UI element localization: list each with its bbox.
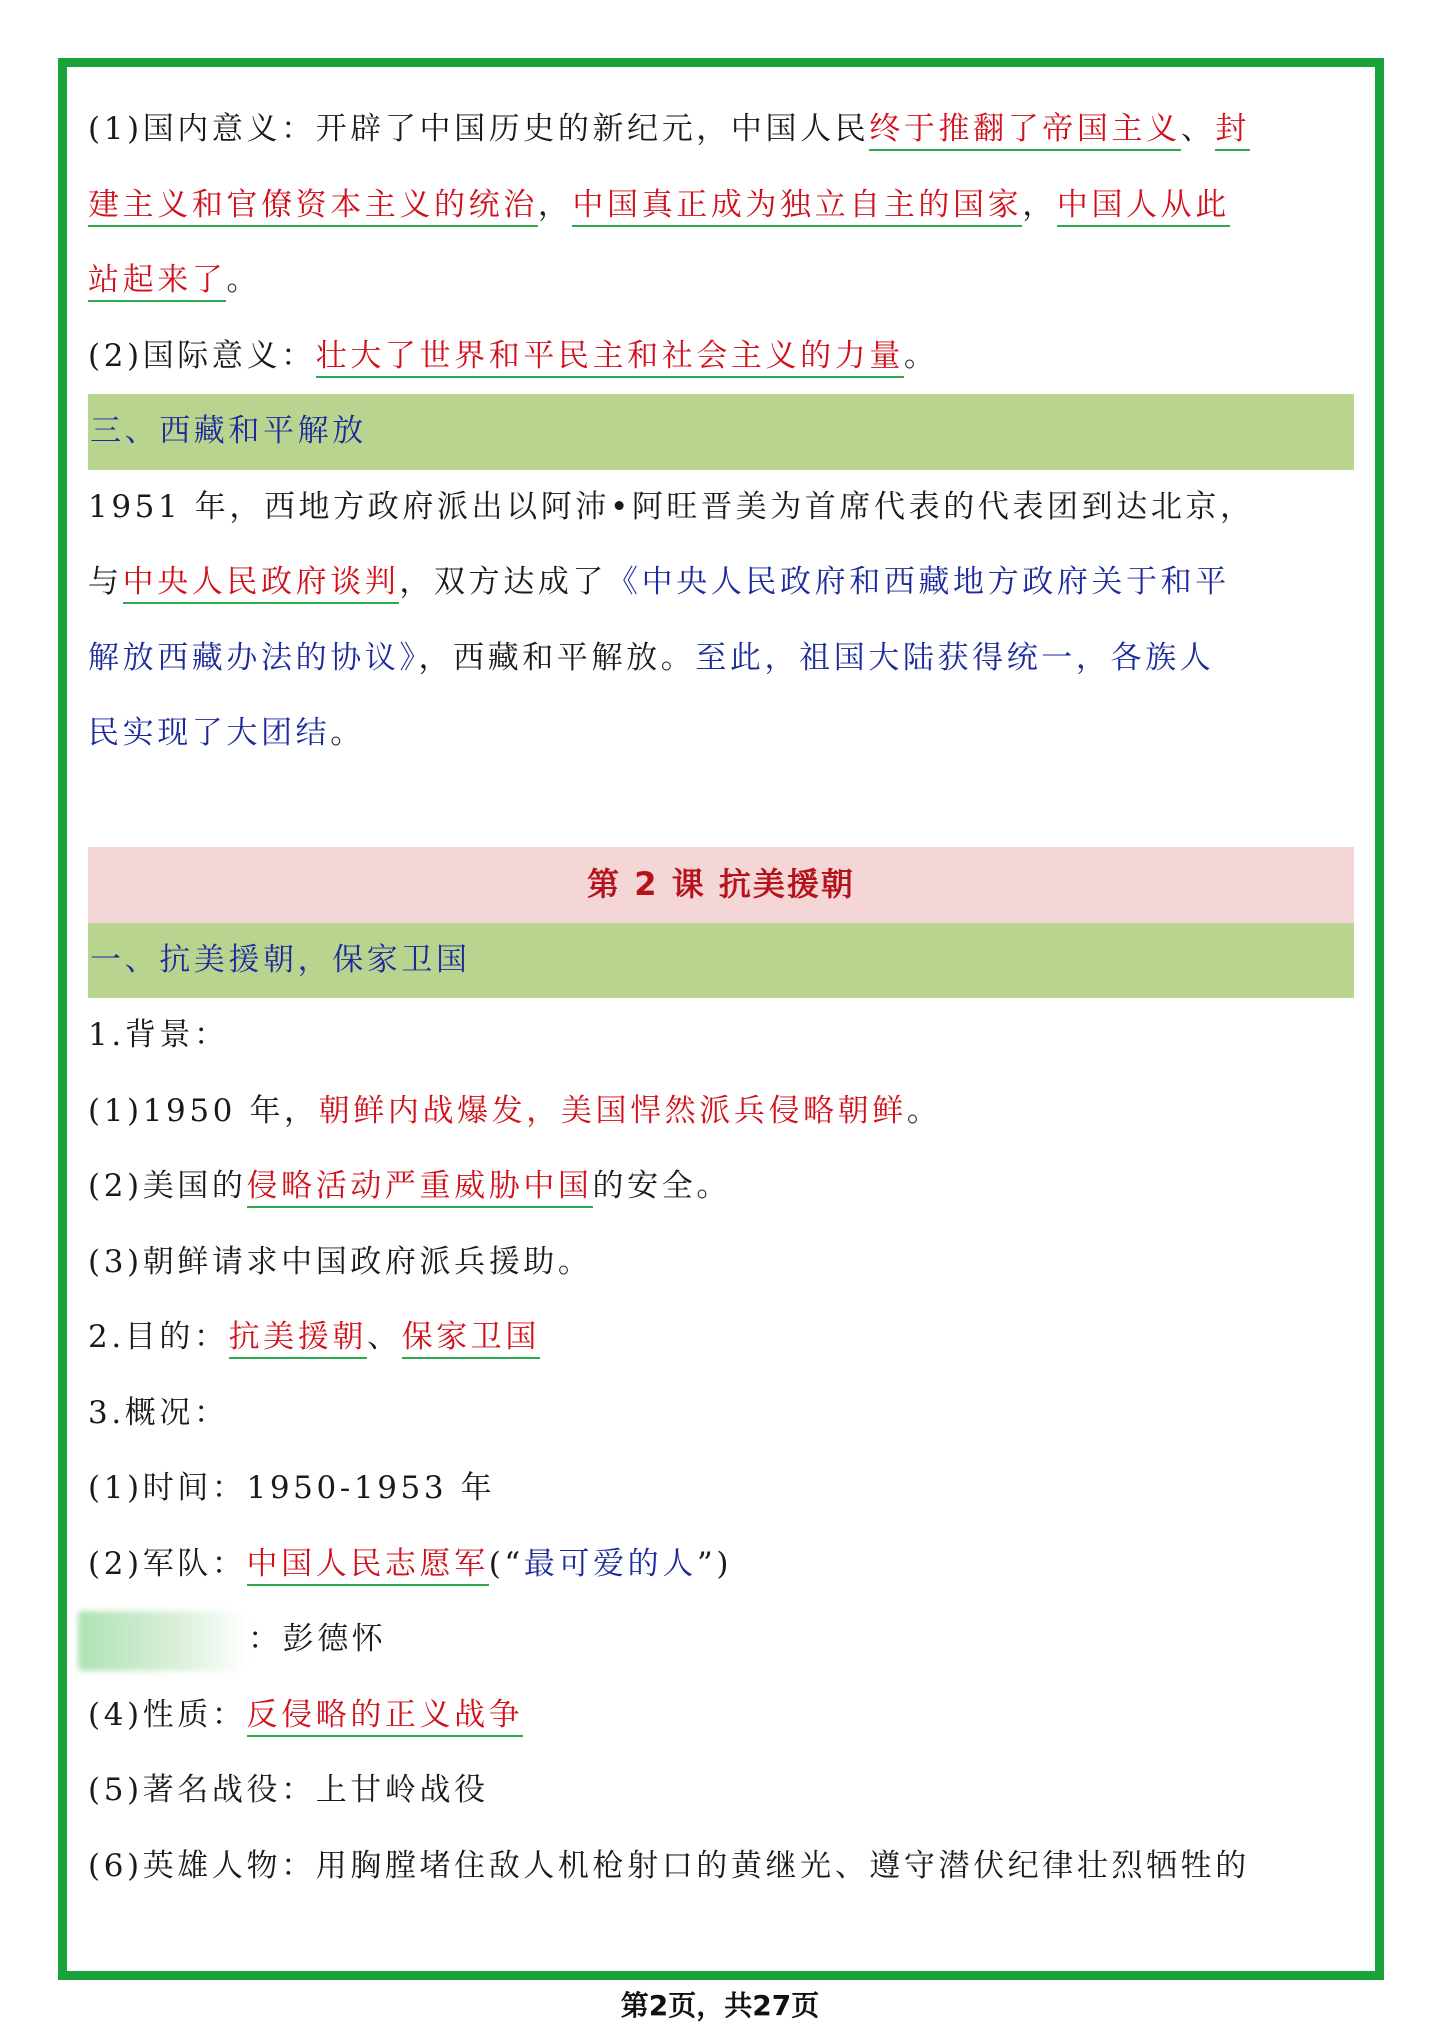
- blue-text: 最可爱的人: [523, 1545, 697, 1582]
- overview-commander: ：彭德怀: [88, 1602, 1354, 1678]
- highlight-text: 建主义和官僚资本主义的统治: [88, 187, 538, 227]
- background-item-1: (1)1950 年，朝鲜内战爆发，美国悍然派兵侵略朝鲜。: [88, 1092, 942, 1129]
- overview-army: (2)军队：中国人民志愿军(“最可爱的人”): [88, 1527, 1354, 1603]
- highlight-text: 中国人民志愿军: [247, 1546, 489, 1586]
- blue-text: 至此，祖国大陆获得统一，各族人: [695, 639, 1215, 676]
- highlight-text: 侵略活动严重威胁中国: [247, 1168, 593, 1208]
- lesson-title: 第 2 课 抗美援朝: [88, 847, 1354, 923]
- highlight-text: 抗美援朝: [229, 1319, 367, 1359]
- overview-nature: (4)性质：反侵略的正义战争: [88, 1678, 1354, 1754]
- overview-label: 3.概况：: [88, 1394, 229, 1431]
- highlight-text: 封: [1215, 111, 1250, 151]
- highlight-text: 中国真正成为独立自主的国家: [572, 187, 1022, 227]
- tibet-paragraph-1: 1951 年，西地方政府派出以阿沛•阿旺晋美为首席代表的代表团到达北京，: [88, 488, 1255, 525]
- paragraph-international-significance: (2)国际意义：壮大了世界和平民主和社会主义的力量。: [88, 319, 1354, 395]
- tibet-paragraph-2: 与中央人民政府谈判，双方达成了《中央人民政府和西藏地方政府关于和平: [88, 545, 1354, 621]
- background-item-3: (3)朝鲜请求中国政府派兵援助。: [88, 1243, 593, 1280]
- highlight-text: 中央人民政府谈判: [123, 564, 400, 604]
- blue-text: 解放西藏办法的协议》: [88, 639, 419, 676]
- highlight-text: 站起来了: [88, 262, 226, 302]
- highlight-text: 壮大了世界和平民主和社会主义的力量: [316, 338, 904, 378]
- section-heading-resist-us-aid-korea: 一、抗美援朝，保家卫国: [88, 923, 1354, 999]
- overview-heroes: (6)英雄人物：用胸膛堵住敌人机枪射口的黄继光、遵守潜伏纪律壮烈牺牲的: [88, 1847, 1250, 1884]
- highlight-text: 终于推翻了帝国主义: [869, 111, 1180, 151]
- document-body: [88, 92, 1354, 1904]
- purpose-line: 2.目的：抗美援朝、保家卫国: [88, 1300, 1354, 1376]
- blue-text: 《中央人民政府和西藏地方政府关于和平: [607, 564, 1230, 600]
- section-heading-tibet: 三、西藏和平解放: [88, 394, 1354, 470]
- paragraph-domestic-significance-2: 建主义和官僚资本主义的统治，中国真正成为独立自主的国家，中国人从此: [88, 168, 1354, 244]
- paragraph-domestic-significance-3: 站起来了。: [88, 243, 1354, 319]
- paragraph-domestic-significance-1: (1)国内意义：开辟了中国历史的新纪元，中国人民终于推翻了帝国主义、封: [88, 92, 1354, 168]
- background-label: 1.背景：: [88, 1017, 229, 1053]
- red-text: 朝鲜内战爆发，美国悍然派兵侵略朝鲜: [318, 1092, 907, 1129]
- blurred-label-image: [78, 1611, 248, 1671]
- tibet-paragraph-4: 民实现了大团结。: [88, 715, 365, 751]
- tibet-paragraph-3: 解放西藏办法的协议》，西藏和平解放。至此，祖国大陆获得统一，各族人: [88, 639, 1215, 676]
- background-item-2: (2)美国的侵略活动严重威胁中国的安全。: [88, 1149, 1354, 1225]
- highlight-text: 中国人从此: [1057, 187, 1230, 227]
- spacer: [88, 772, 1354, 848]
- highlight-text: 保家卫国: [402, 1319, 540, 1359]
- highlight-text: 反侵略的正义战争: [247, 1697, 524, 1737]
- overview-battle: (5)著名战役：上甘岭战役: [88, 1772, 489, 1808]
- blue-text: 民实现了大团结: [88, 715, 331, 751]
- overview-time: (1)时间：1950-1953 年: [88, 1470, 496, 1506]
- page-footer: 第2页，共27页: [620, 1989, 820, 2022]
